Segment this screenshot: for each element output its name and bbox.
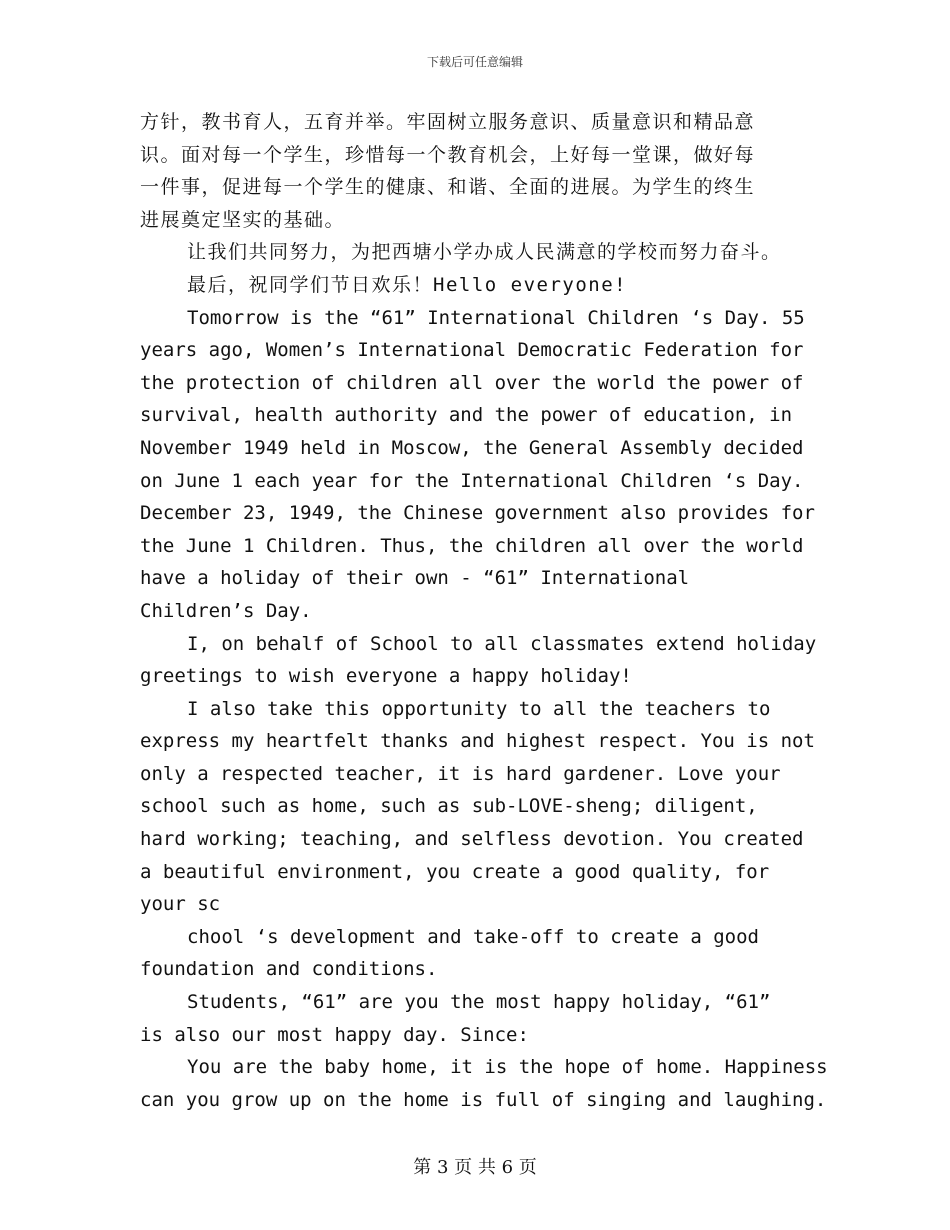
text-line: hard working; teaching, and selfless devotion. You created	[140, 828, 804, 851]
text-line: the protection of children all over the world the power of	[140, 371, 804, 394]
text-line: I, on behalf of School to all classmates extend holiday	[187, 632, 817, 655]
text-line: have a holiday of their own - “61” International	[140, 567, 690, 590]
text-line: December 23, 1949, the Chinese government also provides for	[140, 502, 815, 525]
text-line: Children’s Day.	[140, 599, 312, 622]
text-line: Students, “61” are you the most happy holiday, “61”	[187, 991, 771, 1014]
text-line: a beautiful environment, you create a good quality, for	[140, 860, 770, 883]
text-line: only a respected teacher, it is hard gardener. Love your	[140, 762, 781, 785]
text-line: 最后，祝同学们节日欢乐！Hello everyone!	[187, 273, 628, 296]
text-line: 方针，教书育人，五育并举。牢固树立服务意识、质量意识和精品意	[140, 111, 756, 133]
text-line: 一件事，促进每一个学生的健康、和谐、全面的进展。为学生的终生	[140, 176, 756, 199]
page-number: 第 3 页 共 6 页	[413, 1157, 537, 1178]
text-line: on June 1 each year for the International Children ‘s Day.	[140, 469, 804, 492]
text-line: 让我们共同努力，为把西塘小学办成人民满意的学校而努力奋斗。	[187, 241, 782, 264]
text-line: years ago, Women’s International Democratic Federation for	[140, 339, 804, 362]
text-line: November 1949 held in Moscow, the General Assembly decided	[140, 436, 804, 459]
text-line: greetings to wish everyone a happy holiday!	[140, 665, 632, 688]
text-line: school such as home, such as sub-LOVE-sheng; diligent,	[140, 795, 758, 818]
text-line: 进展奠定坚实的基础。	[140, 208, 346, 231]
text-line: I also take this opportunity to all the teachers to	[187, 697, 771, 720]
text-line: can you grow up on the home is full of singing and laughing.	[140, 1088, 827, 1111]
text-line: foundation and conditions.	[140, 958, 438, 981]
text-line: the June 1 Children. Thus, the children all over the world	[140, 534, 804, 557]
text-line: your sc	[140, 893, 221, 916]
page-header: 下载后可任意编辑	[426, 55, 523, 69]
text-line: You are the baby home, it is the hope of home. Happiness	[187, 1056, 828, 1079]
text-line: survival, health authority and the power of education, in	[140, 404, 793, 427]
text-line: 识。面对每一个学生，珍惜每一个教育机会，上好每一堂课，做好每	[140, 143, 756, 166]
text-line: chool ‘s development and take-off to create a good	[187, 925, 759, 948]
text-line: is also our most happy day. Since:	[140, 1023, 529, 1046]
text-line: express my heartfelt thanks and highest respect. You is not	[140, 730, 815, 753]
document-body	[140, 106, 828, 1116]
text-line: Tomorrow is the “61” International Children ‘s Day. 55	[187, 306, 805, 329]
